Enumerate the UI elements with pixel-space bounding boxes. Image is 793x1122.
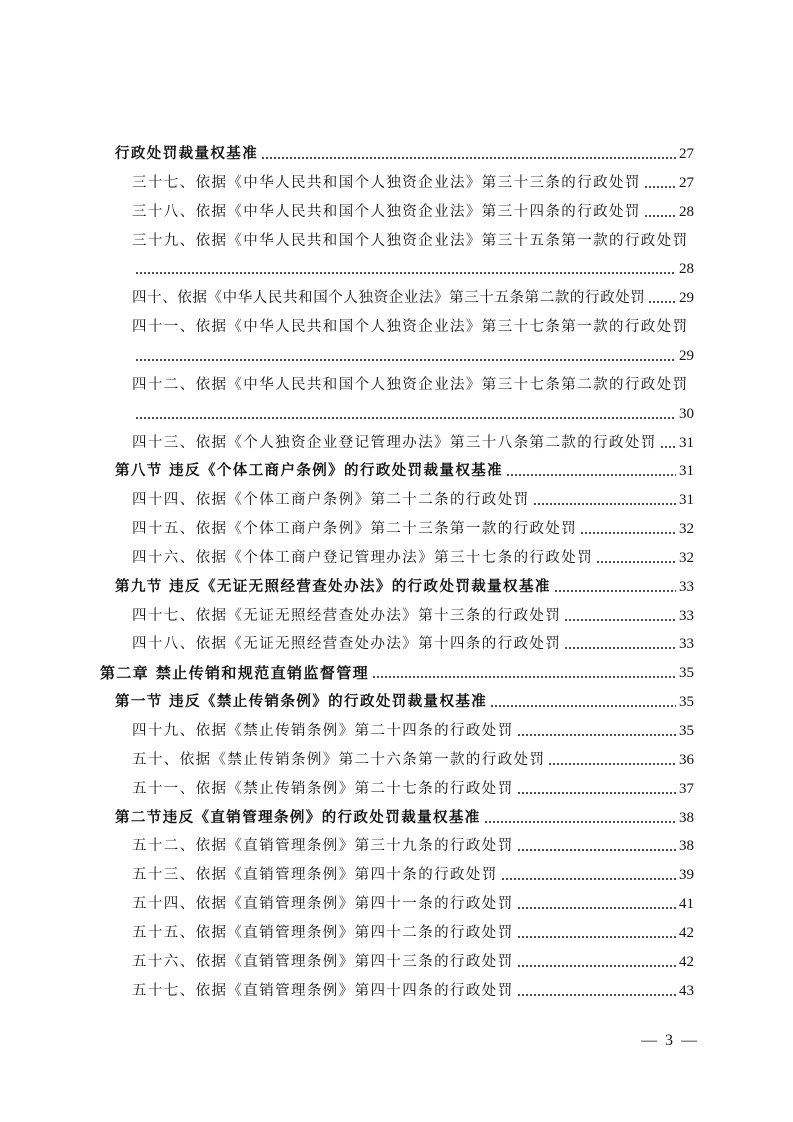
toc-entry-page: 27 [679, 174, 694, 191]
toc-entry[interactable] [132, 861, 694, 885]
toc-entry[interactable] [132, 890, 694, 914]
toc-entry-title: 三十九、依据《中华人民共和国个人独资企业法》第三十五条第一款的行政处罚 [132, 232, 689, 249]
toc-entry[interactable] [132, 284, 694, 308]
dot-leader [135, 417, 676, 419]
toc-entry[interactable] [132, 775, 694, 799]
toc-entry-title: 第九节 违反《无证无照经营查处办法》的行政处罚裁量权基准 [115, 577, 551, 595]
toc-entry-page: 28 [679, 261, 694, 278]
toc-entry-title: 三十七、依据《中华人民共和国个人独资企业法》第三十三条的行政处罚 [132, 174, 641, 191]
toc-entry-page: 41 [679, 896, 694, 913]
dot-leader [484, 821, 676, 823]
toc-entry-page: 38 [679, 838, 694, 855]
toc-entry-title: 四十四、依据《个体工商户条例》第二十二条的行政处罚 [132, 492, 530, 509]
toc-entry-title: 第八节 违反《个体工商户条例》的行政处罚裁量权基准 [115, 462, 504, 480]
toc-entry[interactable] [132, 630, 694, 654]
toc-entry-page: 30 [679, 405, 694, 422]
toc-entry[interactable] [132, 717, 694, 741]
toc-entry-page: 39 [679, 867, 694, 884]
toc-entry-title: 五十五、依据《直销管理条例》第四十二条的行政处罚 [132, 924, 514, 941]
toc-entry-title: 五十七、依据《直销管理条例》第四十四条的行政处罚 [132, 982, 514, 999]
toc-entry-page: 33 [679, 578, 694, 595]
toc-entry[interactable] [132, 544, 694, 568]
toc-entry-page: 29 [679, 290, 694, 307]
dot-leader [648, 301, 676, 303]
toc-entry-page: 35 [679, 723, 694, 739]
dot-leader [490, 705, 676, 707]
toc-entry-page: 35 [679, 694, 694, 711]
page-number: — 3 — [641, 1032, 699, 1049]
toc-section[interactable] [115, 804, 694, 828]
toc-entry-title: 第二章 禁止传销和规范直销监督管理 [100, 664, 370, 683]
toc-entry-page: 31 [679, 492, 694, 509]
dot-leader [517, 734, 676, 736]
dot-leader [517, 994, 676, 996]
toc-entry-page: 37 [679, 780, 694, 797]
toc-entry-title: 四十六、依据《个体工商户登记管理办法》第三十七条的行政处罚 [132, 549, 594, 566]
toc-entry-title: 四十一、依据《中华人民共和国个人独资企业法》第三十七条第一款的行政处罚 [132, 319, 689, 336]
dot-leader [517, 936, 676, 938]
toc-section[interactable] [115, 573, 694, 597]
toc-entry-title: 五十、依据《禁止传销条例》第二十六条第一款的行政处罚 [132, 751, 546, 768]
dot-leader [644, 186, 676, 188]
toc-entry-page: 27 [679, 146, 694, 162]
toc-entry[interactable] [132, 515, 694, 539]
dot-leader [501, 878, 676, 880]
dot-leader [596, 561, 676, 563]
toc-entry[interactable] [132, 198, 694, 222]
dot-leader [554, 590, 676, 592]
dot-leader [564, 647, 676, 649]
dot-leader [533, 503, 677, 505]
toc-entry-title: 四十三、依据《个人独资企业登记管理办法》第三十八条第二款的行政处罚 [132, 434, 657, 451]
toc-entry-title: 五十二、依据《直销管理条例》第三十九条的行政处罚 [132, 838, 514, 855]
toc-entry-page: 32 [679, 521, 694, 538]
toc-entry-title: 四十二、依据《中华人民共和国个人独资企业法》第三十七条第二款的行政处罚 [132, 376, 689, 393]
toc-entry[interactable] [132, 486, 694, 510]
toc-entry[interactable] [132, 255, 694, 279]
toc-entry-page: 38 [679, 809, 694, 826]
toc-entry[interactable] [132, 342, 694, 366]
toc-entry-page: 31 [679, 463, 694, 480]
toc-entry[interactable] [132, 977, 694, 1001]
toc-entry-title: 四十、依据《中华人民共和国个人独资企业法》第三十五条第二款的行政处罚 [132, 290, 646, 307]
toc-entry[interactable] [132, 948, 694, 972]
dot-leader [548, 763, 676, 765]
toc-entry-page: 29 [679, 347, 694, 364]
toc-entry[interactable] [132, 602, 694, 626]
toc-chapter[interactable] [100, 659, 694, 683]
toc-entry-page: 28 [679, 203, 694, 220]
toc-entry[interactable] [132, 313, 694, 337]
toc-entry-page: 36 [679, 751, 694, 768]
toc-entry-page: 42 [679, 953, 694, 970]
dot-leader [564, 619, 676, 621]
toc-entry[interactable] [132, 169, 694, 193]
dot-leader [517, 792, 676, 794]
toc-entry[interactable] [132, 400, 694, 424]
toc-entry-page: 43 [679, 982, 694, 999]
toc-entry-title: 四十八、依据《无证无照经营查处办法》第十四条的行政处罚 [132, 636, 562, 653]
dot-leader [660, 446, 676, 448]
dot-leader [506, 474, 676, 476]
dot-leader [135, 272, 676, 274]
dot-leader [517, 907, 676, 909]
dot-leader [644, 215, 676, 217]
toc-section[interactable] [115, 688, 694, 712]
dot-leader [372, 676, 676, 678]
toc-entry[interactable] [132, 429, 694, 453]
toc-entry-title: 三十八、依据《中华人民共和国个人独资企业法》第三十四条的行政处罚 [132, 203, 641, 220]
toc-entry-title: 行政处罚裁量权基准 [115, 145, 259, 162]
dot-leader [517, 849, 676, 851]
dot-leader [580, 532, 676, 534]
dot-leader [135, 359, 676, 361]
toc-entry[interactable] [132, 746, 694, 770]
toc-section[interactable] [115, 140, 694, 164]
toc-entry[interactable] [132, 227, 694, 251]
toc-entry-title: 四十七、依据《无证无照经营查处办法》第十三条的行政处罚 [132, 607, 562, 624]
toc-entry-page: 31 [679, 434, 694, 451]
toc-entry-page: 33 [679, 607, 694, 624]
toc-entry-page: 33 [679, 636, 694, 653]
toc-entry-title: 五十三、依据《直销管理条例》第四十条的行政处罚 [132, 867, 498, 884]
toc-entry-page: 42 [679, 924, 694, 941]
toc-entry-page: 35 [679, 665, 694, 682]
toc-entry-title: 五十四、依据《直销管理条例》第四十一条的行政处罚 [132, 896, 514, 913]
dot-leader [261, 157, 676, 159]
toc-section[interactable] [115, 457, 694, 481]
toc-entry-page: 32 [679, 549, 694, 566]
toc-entry-title: 第二节违反《直销管理条例》的行政处罚裁量权基准 [115, 808, 481, 826]
toc-entry-title: 四十五、依据《个体工商户条例》第二十三条第一款的行政处罚 [132, 521, 578, 538]
toc-entry-title: 五十一、依据《禁止传销条例》第二十七条的行政处罚 [132, 780, 514, 797]
toc-entry-title: 四十九、依据《禁止传销条例》第二十四条的行政处罚 [132, 723, 514, 739]
toc-entry[interactable] [132, 832, 694, 856]
toc-entry-title: 五十六、依据《直销管理条例》第四十三条的行政处罚 [132, 953, 514, 970]
toc-entry[interactable] [132, 371, 694, 395]
toc-entry[interactable] [132, 919, 694, 943]
dot-leader [517, 965, 676, 967]
toc-entry-title: 第一节 违反《禁止传销条例》的行政处罚裁量权基准 [115, 693, 488, 711]
